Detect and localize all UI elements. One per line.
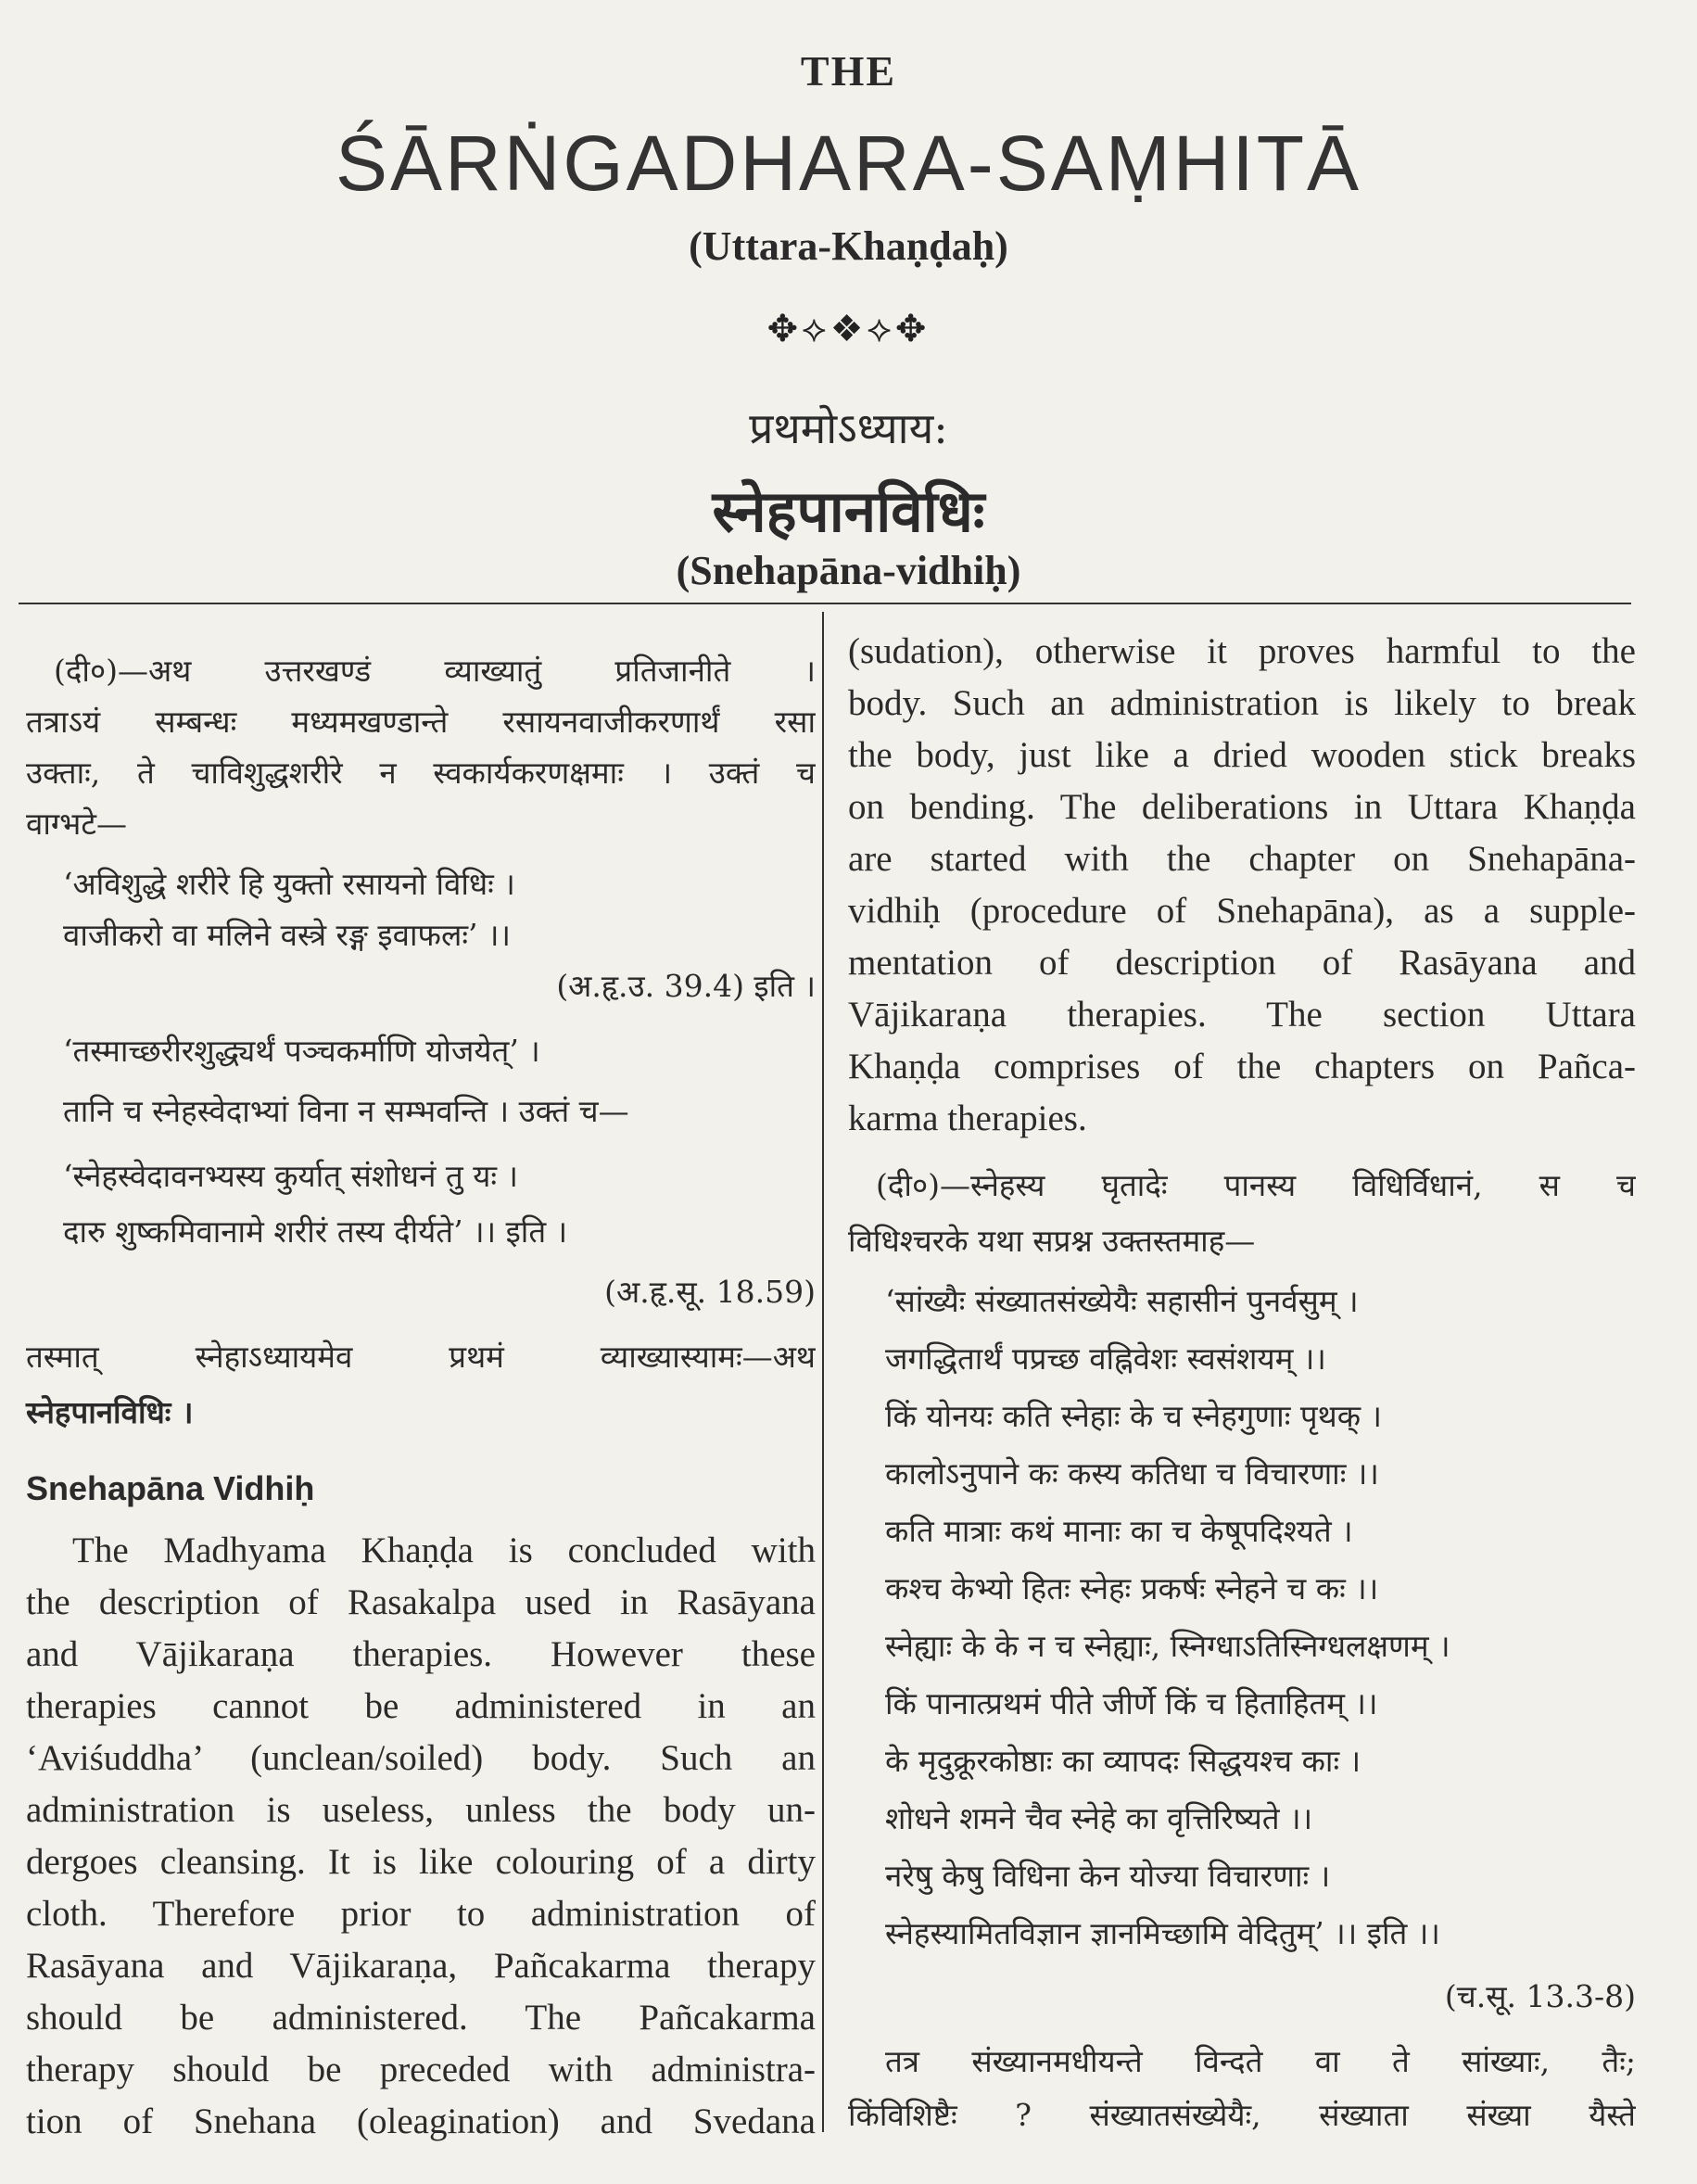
right-column-line: किं पानात्प्रथमं पीते जीर्णे किं च हिताहितम् ।।: [885, 1685, 1378, 1721]
header-the: THE: [800, 47, 897, 95]
column-divider: [822, 612, 824, 2132]
left-column-line: (अ.हृ.सू. 18.59): [604, 1274, 816, 1310]
left-column-line: cloth. Therefore prior to administration of: [26, 1894, 816, 1934]
right-column-line: body. Such an administration is likely to break: [848, 683, 1636, 723]
left-column-line: should be administered. The Pañcakarma: [26, 1998, 816, 2038]
right-column-line: किं योनयः कति स्नेहाः के च स्नेहगुणाः पृथक् ।: [885, 1398, 1383, 1434]
right-column-line: vidhiḥ (procedure of Snehapāna), as a supple-: [848, 891, 1636, 931]
right-column-line: कश्च केभ्यो हितः स्नेहः प्रकर्षः स्नेहने च कः ।।: [885, 1570, 1379, 1606]
left-column-line: therapies cannot be administered in an: [26, 1686, 816, 1726]
left-column-line: Snehapāna Vidhiḥ: [26, 1469, 315, 1507]
right-column-line: के मृदुक्रूरकोष्ठाः का व्यापदः सिद्धयश्च काः ।: [885, 1743, 1361, 1779]
left-column-line: therapy should be preceded with administra-: [26, 2050, 816, 2089]
chapter-title-devanagari: स्नेहपानविधिः: [712, 477, 985, 545]
left-column-line: and Vājikaraṇa therapies. However these: [26, 1634, 816, 1674]
left-column-line: (अ.हृ.उ. 39.4) इति ।: [556, 968, 816, 1004]
right-column-line: on bending. The deliberations in Uttara Khaṇḍa: [848, 787, 1636, 827]
left-column-line: दारु शुष्कमिवानामे शरीरं तस्य दीर्यते’ ।। इति ।: [63, 1213, 568, 1250]
chapter-title-transliteration: (Snehapāna-vidhiḥ): [676, 548, 1021, 593]
book-title: ŚĀRṄGADHARA-SAṂHITĀ: [335, 120, 1362, 207]
right-column-line: are started with the chapter on Snehapāna-: [848, 839, 1636, 879]
left-column-line: तानि च स्नेहस्वेदाभ्यां विना न सम्भवन्ति । उक्तं च—: [63, 1093, 629, 1129]
right-column-line: शोधने शमने चैव स्नेहे का वृत्तिरिष्यते ।।: [885, 1800, 1313, 1836]
left-column-line: ‘तस्माच्छरीरशुद्ध्यर्थं पञ्चकर्माणि योजयेत्’ ।: [63, 1033, 540, 1069]
left-column-line: The Madhyama Khaṇḍa is concluded with: [72, 1530, 816, 1570]
right-column-line: Vājikaraṇa therapies. The section Uttara: [848, 995, 1636, 1035]
right-column-line: विधिश्चरके यथा सप्रश्न उक्तस्तमाह—: [848, 1223, 1256, 1259]
right-column-line: karma therapies.: [848, 1098, 1087, 1138]
left-column-line: administration is useless, unless the body un-: [26, 1790, 816, 1830]
right-column-line: स्नेहस्यामितविज्ञान ज्ञानमिच्छामि वेदितुम्’ ।। इति ।।: [885, 1915, 1440, 1951]
right-column-line: the body, just like a dried wooden stick breaks: [848, 735, 1636, 775]
left-column-line: dergoes cleansing. It is like colouring of a dirty: [26, 1842, 816, 1882]
left-column-line: (दी०)—अथ उत्तरखण्डं व्याख्यातुं प्रतिजानीते ।: [54, 653, 816, 689]
right-column-line: जगद्धितार्थं पप्रच्छ वह्निवेशः स्वसंशयम् ।।: [885, 1340, 1326, 1377]
left-column-line: tion of Snehana (oleagination) and Svedana: [26, 2101, 816, 2141]
header-rule: [19, 603, 1631, 604]
right-column-line: (च.सू. 13.3-8): [1444, 1978, 1636, 2014]
left-column-line: ‘अविशुद्धे शरीरे हि युक्तो रसायनो विधिः ।: [63, 866, 515, 902]
left-column-line: स्नेहपानविधिः ।: [26, 1394, 194, 1430]
right-column-line: कालोऽनुपाने कः कस्य कतिधा च विचारणाः ।।: [885, 1455, 1379, 1492]
right-column-line: (sudation), otherwise it proves harmful to the: [848, 631, 1636, 671]
right-column-line: Khaṇḍa comprises of the chapters on Pañca-: [848, 1047, 1636, 1086]
left-column-line: the description of Rasakalpa used in Rasāyana: [26, 1582, 816, 1622]
left-column-line: तस्मात् स्नेहाऽध्यायमेव प्रथमं व्याख्यास्यामः—अथ: [26, 1339, 816, 1375]
right-column-line: स्नेह्याः के के न च स्नेह्याः, स्निग्धाऽतिस्निग्धलक्षणम् ।: [885, 1628, 1450, 1664]
left-column-line: वाग्भटे—: [26, 806, 127, 842]
right-column-line: ‘सांख्यैः संख्यातसंख्येयैः सहासीनं पुनर्वसुम् ।: [885, 1283, 1359, 1319]
chapter-number-devanagari: प्रथमोऽध्याय:: [749, 403, 948, 453]
left-column-line: उक्ताः, ते चाविशुद्धशरीरे न स्वकार्यकरणक्षमाः । उक्तं च: [26, 755, 816, 791]
right-column-line: किंविशिष्टैः ? संख्यातसंख्येयैः, संख्याता संख्या यैस्ते: [848, 2097, 1636, 2133]
left-column-line: तत्राऽयं सम्बन्धः मध्यमखण्डान्ते रसायनवाजीकरणार्थं रसा: [26, 704, 816, 740]
left-column-line: ‘Aviśuddha’ (unclean/soiled) body. Such an: [26, 1738, 816, 1778]
book-subtitle: (Uttara-Khaṇḍaḥ): [689, 223, 1008, 269]
left-column-line: वाजीकरो वा मलिने वस्त्रे रङ्ग इवाफलः’ ।।: [63, 917, 511, 953]
left-column-line: Rasāyana and Vājikaraṇa, Pañcakarma therapy: [26, 1946, 816, 1986]
right-column-line: (दी०)—स्नेहस्य घृतादेः पानस्य विधिर्विधानं, स च: [876, 1167, 1636, 1203]
left-column-line: ‘स्नेहस्वेदावनभ्यस्य कुर्यात् संशोधनं तु यः ।: [63, 1158, 519, 1194]
right-column-line: mentation of description of Rasāyana and: [848, 943, 1636, 983]
right-column-line: कति मात्राः कथं मानाः का च केषूपदिश्यते ।: [885, 1513, 1353, 1549]
right-column-line: तत्र संख्यानमधीयन्ते विन्दते वा ते सांख्याः, तैः;: [885, 2043, 1636, 2079]
ornament-divider: ✥⟡❖⟡✥: [766, 308, 931, 350]
right-column-line: नरेषु केषु विधिना केन योज्या विचारणाः ।: [885, 1858, 1331, 1894]
